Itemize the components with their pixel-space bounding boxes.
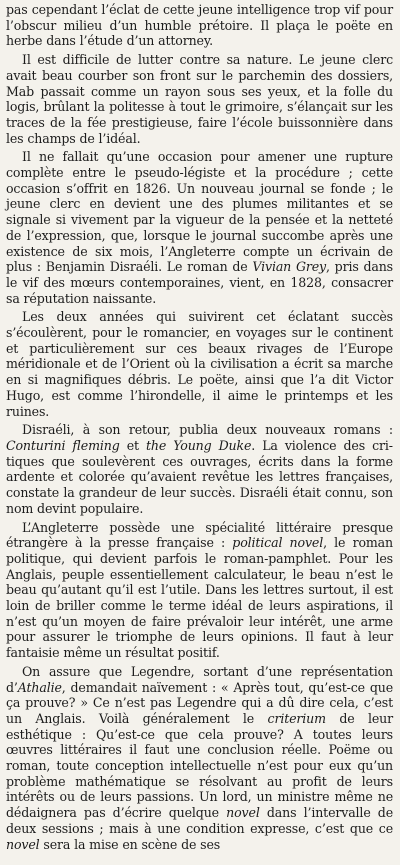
paragraph-text: Disraéli, à son retour, publia deux nouveaux romans :	[22, 422, 393, 438]
paragraph-7	[6, 664, 393, 852]
paragraph-text: Les deux années qui suivirent cet éclatant succès s’écoulèrent, pour le romancier, en voyages sur le continent et particulièrement sur ces beaux rivages de l’Europe méridionale et de l’Orient où la civilisation a écrit sa marche en si magnifiques débris. Le poëte, ainsi que l’a dit Victor Hugo, est comme l’hirondelle, il aime le printemps et les ruines.	[6, 309, 393, 419]
paragraph-text: et	[119, 437, 146, 453]
paragraph-text: dans l’intervalle de deux sessions ; mais à une condition expresse, c’est que ce	[6, 805, 394, 836]
paragraph-text: de leur esthétique : Qu’est-ce que cela prouve? A toutes leurs œuvres littéraires il faut une conclusion réelle. Poëme ou roman, toute conception intellectuelle n’est pour eux qu’un problème mathématique se résolvant au profit de leurs intérêts ou de leurs passions. Un lord, un ministre même ne dédaignera pas d’écrire quelque	[6, 710, 394, 821]
book-title-conturini-fleming: Conturini fleming	[6, 437, 120, 453]
paragraph-2	[6, 52, 393, 146]
book-title-young-duke: the Young Duke	[145, 437, 252, 453]
book-title-vivian-grey: Vivian Grey	[252, 259, 326, 275]
term-novel: novel	[226, 805, 260, 821]
paragraph-4	[6, 309, 393, 419]
paragraph-1	[6, 2, 393, 49]
paragraph-text: , demandait naïvement : « Après tout, qu’est-ce que ça prouve? » Ce n’est pas Legendre qui a dû dire cela, c’est un Anglais. Voilà généralement le	[6, 679, 393, 726]
term-political-novel: political novel	[232, 535, 324, 551]
paragraph-5	[6, 422, 393, 516]
term-novel: novel	[6, 836, 40, 852]
paragraph-3	[6, 149, 393, 306]
paragraph-text: Il est difficile de lutter contre sa nature. Le jeune clerc avait beau courber son front sur le parchemin des dossiers, Mab passait comme un rayon sous ses yeux, et la folle du logis, brûlant la politesse à tout le grimoire, s’élançait sur les traces de la fée prestigieuse, faire l’école buissonnière dans les champs de l’idéal.	[6, 52, 393, 146]
paragraph-text: pas cependant l’éclat de cette jeune intelligence trop vif pour l’obscur milieu d’un humble prétoire. Il plaça le poëte en herbe dans l’étude d’un attorney.	[6, 2, 393, 49]
paragraph-text: . La violence des critiques que soulevèrent ces ouvrages, écrits dans la forme ardente et colorée qu’avaient revêtue les lettres françaises, constate la grandeur de leur succès. Disraéli était connu, son nom devint populaire.	[6, 437, 393, 516]
paragraph-text: Il ne fallait qu’une occasion pour amener une rupture complète entre le pseudo-légiste et la procédure ; cette occasion s’offrit en 1826. Un nouveau journal se fonde ; le jeune clerc en devient une des plumes militantes et se signale si vivement par la vigueur de la pensée et la netteté de l’expression, que, lorsque le journal succombe après une existence de six mois, l’Angleterre compte un écrivain de plus : Benjamin Disraéli. Le roman de	[6, 149, 393, 275]
paragraph-text: sera la mise en scène de ses	[39, 836, 221, 852]
paragraph-text: On assure que Legendre, sortant d’une représentation d’	[6, 663, 393, 695]
term-criterium: criterium	[267, 710, 326, 726]
paragraph-text: L’Angleterre possède une spécialité littéraire presque étrangère à la presse française :	[6, 519, 393, 551]
paragraph-text: , le roman politique, qui devient parfois le roman-pamphlet. Pour les Anglais, peuple essentiellement calculateur, le beau n’est le beau qu’autant qu’il est l’utile. Dans les lettres surtout, il est loin de briller comme le terme idéal de leurs aspirations, il n’est qu’un moyen de faire prévaloir leur intérêt, une arme pour assurer le triomphe de leurs opinions. Il faut à leur fantaisie même un résultat positif.	[6, 535, 393, 661]
paragraph-6	[6, 520, 393, 661]
play-title-athalie: Athalie	[17, 679, 62, 695]
paragraph-text: , pris dans le vif des mœurs contemporaines, vient, en 1828, consacrer sa réputation naissante.	[6, 259, 393, 306]
